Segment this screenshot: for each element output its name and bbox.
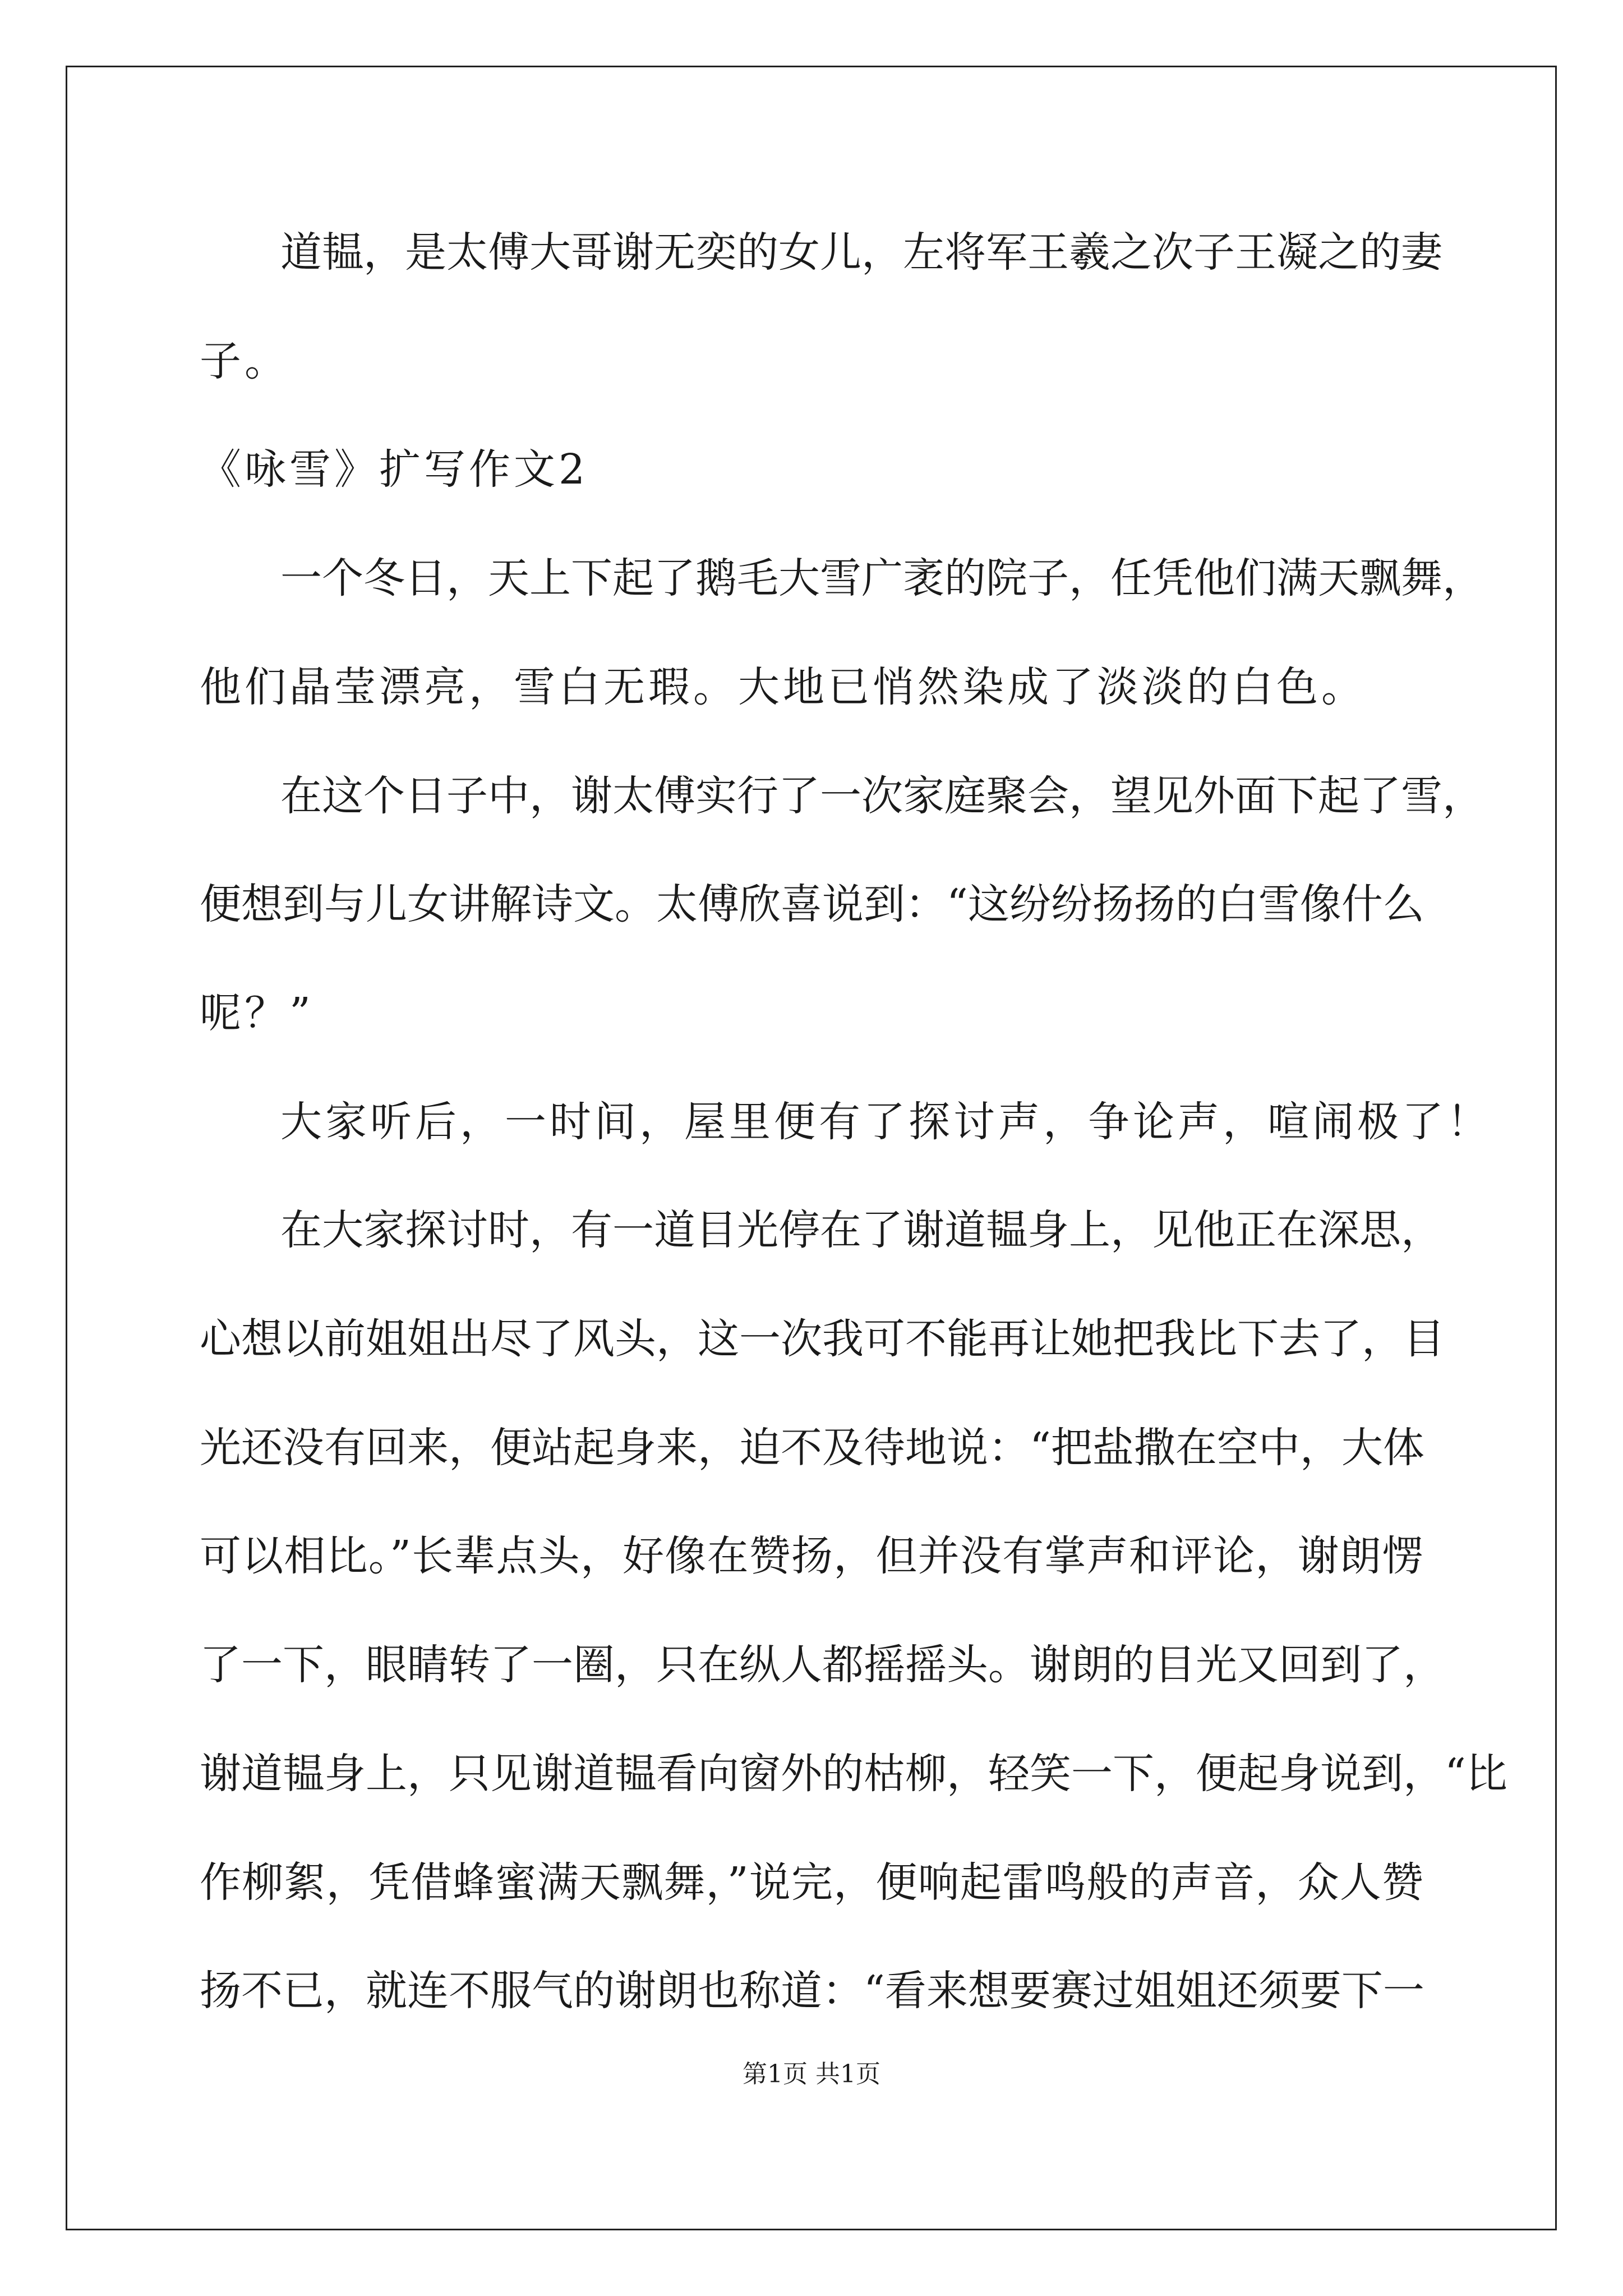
- paragraph-1-line-2: 子。: [200, 337, 289, 385]
- paragraph-5-line-3: 光还没有回来，便站起身来，迫不及待地说：“把盐撒在空中，大体: [200, 1424, 1424, 1472]
- paragraph-5-line-7: 作柳絮，凭借蜂蜜满天飘舞，”说完，便响起雷鸣般的声音，众人赞: [200, 1858, 1423, 1907]
- page-number-footer: 第1页 共1页: [743, 2060, 880, 2088]
- paragraph-1-line-1: 道韫，是太傅大哥谢无奕的女儿，左将军王羲之次子王凝之的妻: [280, 228, 1442, 277]
- paragraph-5-line-4: 可以相比。”长辈点头，好像在赞扬，但并没有掌声和评论，谢朗愣: [200, 1532, 1423, 1580]
- paragraph-5-line-5: 了一下，眼睛转了一圈，只在纵人都摇摇头。谢朗的目光又回到了，: [200, 1641, 1445, 1689]
- paragraph-2-line-2: 他们晶莹漂亮，雪白无瑕。大地已悄然染成了淡淡的白色。: [200, 663, 1366, 711]
- paragraph-5-line-8: 扬不已，就连不服气的谢朗也称道：“看来想要赛过姐姐还须要下一: [200, 1967, 1424, 2015]
- paragraph-3-line-2: 便想到与儿女讲解诗文。太傅欣喜说到：“这纷纷扬扬的白雪像什么: [200, 880, 1424, 928]
- paragraph-5-line-2: 心想以前姐姐出尽了风头，这一次我可不能再让她把我比下去了，目: [200, 1315, 1445, 1363]
- paragraph-4-line-1: 大家听后，一时间，屋里便有了探讨声，争论声，喧闹极了！: [280, 1098, 1492, 1146]
- paragraph-3-line-3: 呢？”: [200, 989, 314, 1037]
- paragraph-3-line-1: 在这个日子中，谢太傅实行了一次家庭聚会，望见外面下起了雪，: [280, 772, 1484, 820]
- section-heading: 《咏雪》扩写作文2: [200, 445, 589, 494]
- paragraph-5-line-1: 在大家探讨时，有一道目光停在了谢道韫身上，见他正在深思，: [280, 1206, 1442, 1254]
- paragraph-5-line-6: 谢道韫身上，只见谢道韫看向窗外的枯柳，轻笑一下，便起身说到，“比: [200, 1750, 1507, 1798]
- paragraph-2-line-1: 一个冬日，天上下起了鹅毛大雪广袤的院子，任凭他们满天飘舞，: [280, 554, 1484, 602]
